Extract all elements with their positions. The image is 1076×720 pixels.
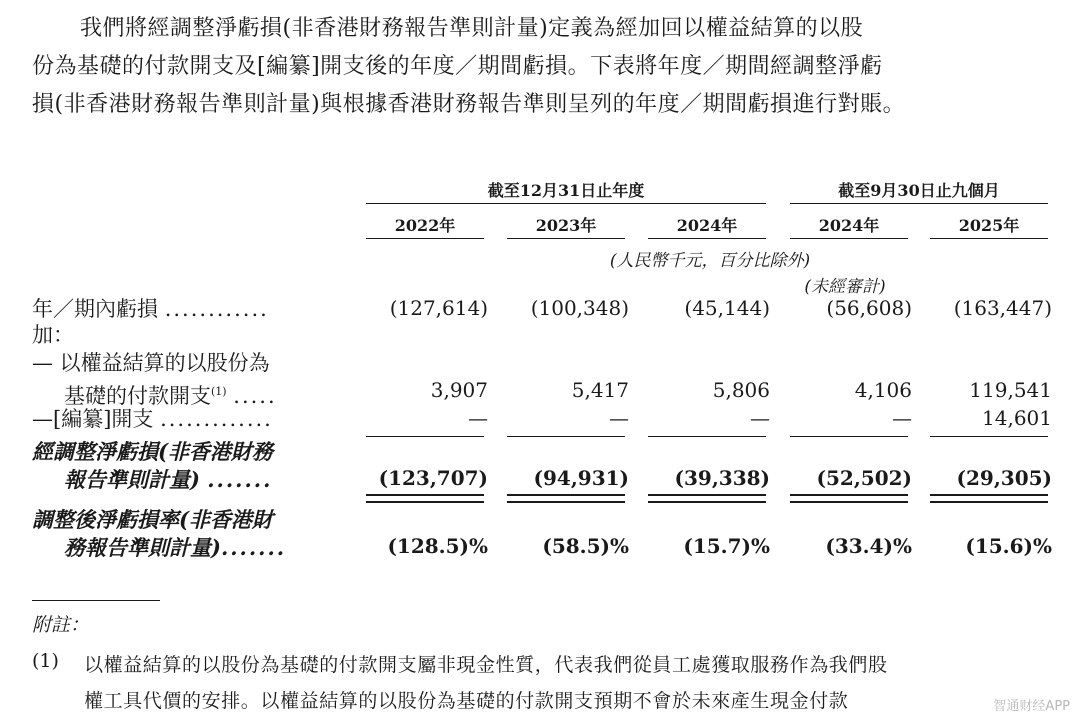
total-double-line	[648, 494, 766, 503]
cell-rate-2024-9m: (33.4)%	[825, 534, 912, 558]
subtotal-line	[648, 436, 766, 437]
group-underline-year	[366, 203, 766, 204]
total-double-line	[930, 494, 1048, 503]
cell-loss-2023: (100,348)	[530, 296, 629, 320]
row-label-add: 加：	[32, 323, 74, 347]
footnote-line-1: 以權益結算的以股份為基礎的付款開支屬非現金性質，代表我們從員工處獲取服務作為我們股	[84, 654, 888, 676]
year-col-3: 2024年	[676, 216, 738, 235]
subtotal-line	[790, 436, 908, 437]
cell-sbc-2025-9m: 119,541	[969, 378, 1052, 402]
cell-listing-2024: —	[750, 406, 770, 430]
intro-line-2: 份為基礎的付款開支及[編纂]開支後的年度／期間虧損。下表將年度／期間經調整淨虧	[32, 54, 883, 79]
cell-adj-2024-9m: (52,502)	[816, 466, 912, 490]
total-double-line	[507, 494, 625, 503]
row-label-listing: —[編纂]開支 .............	[32, 407, 273, 431]
cell-sbc-2024-9m: 4,106	[854, 378, 912, 402]
cell-loss-2025-9m: (163,447)	[953, 296, 1052, 320]
year-underline	[507, 238, 625, 239]
row-label-adjusted-2: 報告準則計量) .......	[64, 467, 273, 492]
cell-loss-2022: (127,614)	[389, 296, 488, 320]
cell-listing-2022: —	[468, 406, 488, 430]
year-col-5: 2025年	[958, 216, 1020, 235]
cell-loss-2024-9m: (56,608)	[826, 296, 912, 320]
subtotal-line	[507, 436, 625, 437]
year-col-2: 2023年	[535, 216, 597, 235]
row-label-rate-2: 務報告準則計量).......	[64, 535, 287, 560]
cell-listing-2023: —	[609, 406, 629, 430]
year-col-4: 2024年	[818, 216, 880, 235]
footnote-title: 附註：	[32, 614, 90, 636]
cell-rate-2024: (15.7)%	[683, 534, 770, 558]
watermark: 智通财经APP	[993, 699, 1070, 714]
year-underline	[648, 238, 766, 239]
cell-sbc-2023: 5,417	[571, 378, 629, 402]
total-double-line	[790, 494, 908, 503]
cell-listing-2024-9m: —	[892, 406, 912, 430]
footnote-line-2: 權工具代價的安排。以權益結算的以股份為基礎的付款開支預期不會於未來產生現金付款	[84, 690, 849, 712]
subtotal-line	[366, 436, 484, 437]
unaudited-note: (未經審計)	[804, 277, 886, 297]
year-underline	[790, 238, 908, 239]
cell-rate-2025-9m: (15.6)%	[965, 534, 1052, 558]
cell-loss-2024: (45,144)	[684, 296, 770, 320]
subtotal-line	[930, 436, 1048, 437]
footnote-number: (1)	[32, 650, 59, 672]
footnote-text	[84, 647, 888, 719]
footnote-rule	[32, 600, 160, 601]
cell-rate-2022: (128.5)%	[387, 534, 488, 558]
cell-rate-2023: (58.5)%	[542, 534, 629, 558]
row-label-adjusted-1: 經調整淨虧損(非香港財務	[32, 439, 273, 464]
cell-listing-2025-9m: 14,601	[982, 406, 1052, 430]
cell-adj-2023: (94,931)	[533, 466, 629, 490]
year-underline	[930, 238, 1048, 239]
row-label-rate-1: 調整後淨虧損率(非香港財	[32, 507, 273, 532]
cell-adj-2025-9m: (29,305)	[956, 466, 1052, 490]
header-period-group: 截至9月30日止九個月	[838, 181, 1000, 200]
year-underline	[366, 238, 484, 239]
year-col-1: 2022年	[394, 216, 456, 235]
intro-line-3: 損(非香港財務報告準則計量)與根據香港財務報告準則呈列的年度／期間虧損進行對賬。	[32, 92, 906, 117]
row-label-sbc-1: — 以權益結算的以股份為	[32, 351, 270, 375]
row-label-loss: 年／期內虧損 ............	[32, 297, 269, 321]
row-label-sbc-2: 基礎的付款開支$^{(1)}$ .....	[64, 384, 277, 408]
intro-line-1: 我們將經調整淨虧損(非香港財務報告準則計量)定義為經加回以權益結算的以股	[80, 16, 864, 41]
cell-adj-2024: (39,338)	[674, 466, 770, 490]
cell-sbc-2024: 5,806	[712, 378, 770, 402]
group-underline-period	[790, 203, 1048, 204]
cell-sbc-2022: 3,907	[430, 378, 488, 402]
unit-note: (人民幣千元，百分比除外)	[609, 251, 811, 271]
header-year-group: 截至12月31日止年度	[487, 181, 645, 200]
cell-adj-2022: (123,707)	[378, 466, 488, 490]
intro-paragraph	[32, 10, 1062, 124]
total-double-line	[366, 494, 484, 503]
